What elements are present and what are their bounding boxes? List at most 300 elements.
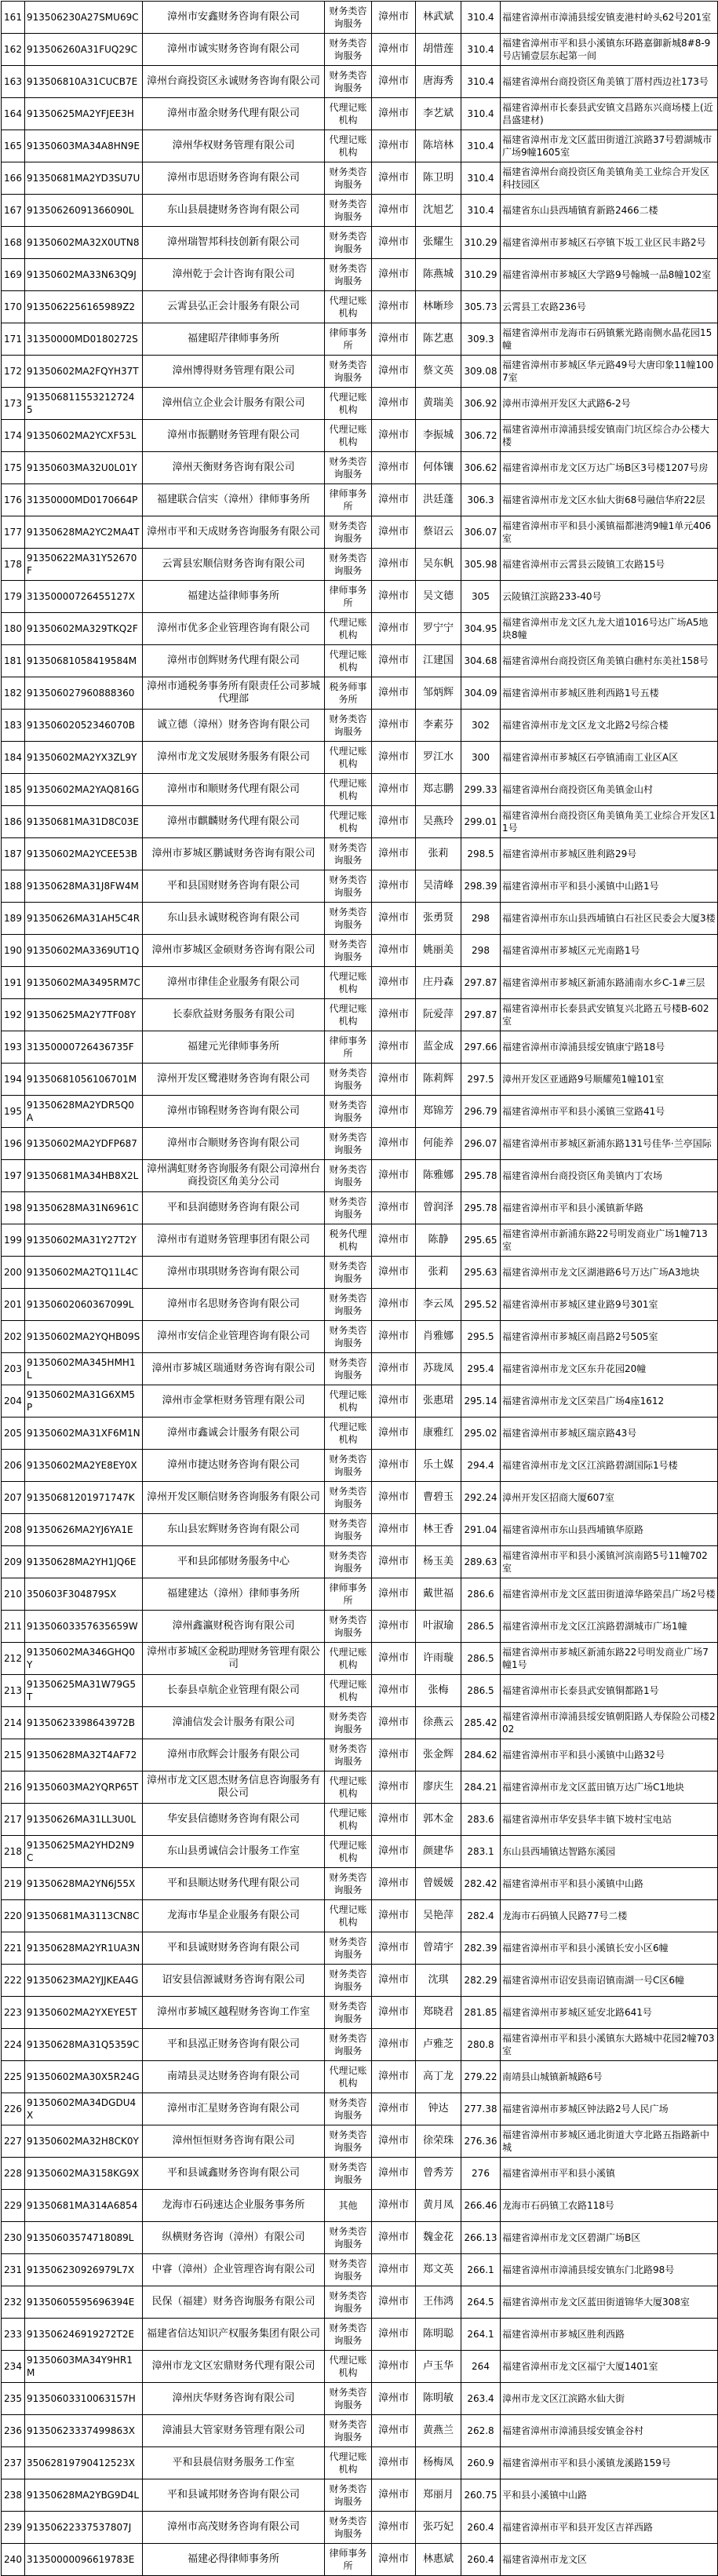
score-cell: 260.4 (461, 2512, 501, 2544)
address-cell: 福建省漳州市平和县小溪镇新华路 (501, 1192, 718, 1224)
company-name-cell: 漳州庆华财务咨询有限公司 (143, 2383, 325, 2415)
score-cell: 282.4 (461, 1900, 501, 1932)
score-cell: 310.4 (461, 98, 501, 130)
service-type-cell: 财务类咨询服务 (325, 2158, 372, 2190)
table-row (2, 1578, 718, 1611)
row-number-cell: 240 (2, 2544, 25, 2576)
address-cell: 福建省漳州市平和县小溪镇长安小区6幢 (501, 1932, 718, 1965)
city-cell: 漳州市 (372, 2222, 416, 2254)
legal-person-cell: 郭木金 (416, 1804, 461, 1836)
legal-person-cell: 曾媛媛 (416, 1868, 461, 1900)
company-name-cell: 漳州满虹财务咨询服务有限公司漳州台商投资区角美分公司 (143, 1160, 325, 1192)
city-cell: 漳州市 (372, 1321, 416, 1353)
table-row (2, 1804, 718, 1836)
table-row (2, 1257, 718, 1289)
city-cell: 漳州市 (372, 1418, 416, 1450)
company-name-cell: 平和县邱郁财务服务中心 (143, 1546, 325, 1578)
table-row (2, 806, 718, 838)
score-cell: 298 (461, 935, 501, 967)
city-cell: 漳州市 (372, 1064, 416, 1096)
score-cell: 297.87 (461, 967, 501, 999)
credit-code-cell: 91350681MA34HB8X2L (25, 1160, 143, 1192)
table-row (2, 98, 718, 130)
table-row (2, 484, 718, 516)
credit-code-cell: 91350602MA32X0UTN8 (25, 227, 143, 259)
table-row (2, 1224, 718, 1257)
service-type-cell: 财务类咨询服务 (325, 259, 372, 291)
legal-person-cell: 林王香 (416, 1514, 461, 1546)
city-cell: 漳州市 (372, 162, 416, 195)
legal-person-cell: 叶淑瑜 (416, 1611, 461, 1643)
table-row (2, 1192, 718, 1224)
service-type-cell: 财务类咨询服务 (325, 1450, 372, 1482)
service-type-cell: 代理记账机构 (325, 1385, 372, 1418)
address-cell: 福建省漳州市芗城区南昌路2号505室 (501, 1321, 718, 1353)
credit-code-cell: 91350602MA3495RM7C (25, 967, 143, 999)
service-type-cell: 财务类咨询服务 (325, 2222, 372, 2254)
company-name-cell: 漳州市龙文区恩杰财务信息咨询服务有限公司 (143, 1771, 325, 1804)
table-row (2, 2061, 718, 2093)
service-type-cell: 其他 (325, 2190, 372, 2222)
row-number-cell: 218 (2, 1836, 25, 1868)
score-cell: 284.21 (461, 1771, 501, 1804)
address-cell: 福建省漳州市芗城区石亭镇浦南工业区A区 (501, 742, 718, 774)
score-cell: 298.5 (461, 838, 501, 870)
company-name-cell: 南靖县灵达财务咨询有限公司 (143, 2061, 325, 2093)
credit-code-cell: 91350602MA31Y27T2Y (25, 1224, 143, 1257)
table-row (2, 1450, 718, 1482)
legal-person-cell: 张莉 (416, 838, 461, 870)
legal-person-cell: 江建国 (416, 645, 461, 677)
address-cell: 福建省漳州市龙文区 (501, 2544, 718, 2576)
row-number-cell: 237 (2, 2447, 25, 2479)
service-type-cell: 代理记账机构 (325, 1643, 372, 1675)
table-row (2, 2, 718, 34)
score-cell: 295.63 (461, 1257, 501, 1289)
row-number-cell: 201 (2, 1289, 25, 1321)
city-cell: 漳州市 (372, 935, 416, 967)
row-number-cell: 182 (2, 677, 25, 710)
legal-person-cell: 阮爱萍 (416, 999, 461, 1031)
address-cell: 福建省漳州台商投资区角美镇金山村 (501, 774, 718, 806)
row-number-cell: 207 (2, 1482, 25, 1514)
city-cell: 漳州市 (372, 2319, 416, 2351)
legal-person-cell: 曾润泽 (416, 1192, 461, 1224)
address-cell: 福建省漳州市龙文区碧湖广场B区 (501, 2222, 718, 2254)
city-cell: 漳州市 (372, 2158, 416, 2190)
company-name-cell: 漳州市芗城区金税助理财务管理有限公司 (143, 1643, 325, 1675)
company-name-cell: 福建必得律师事务所 (143, 2544, 325, 2576)
city-cell: 漳州市 (372, 1482, 416, 1514)
row-number-cell: 233 (2, 2319, 25, 2351)
city-cell: 漳州市 (372, 484, 416, 516)
table-row (2, 742, 718, 774)
company-name-cell: 漳州市捷达财务咨询有限公司 (143, 1450, 325, 1482)
company-name-cell: 漳州市高茂财务咨询有限公司 (143, 2512, 325, 2544)
legal-person-cell: 李振城 (416, 420, 461, 452)
score-cell: 289.63 (461, 1546, 501, 1578)
credit-code-cell: 91350681MA31D8C03E (25, 806, 143, 838)
service-type-cell: 财务类咨询服务 (325, 1932, 372, 1965)
legal-person-cell: 郑锦芳 (416, 1096, 461, 1128)
address-cell: 福建省漳州市东山县西埔镇白石社区民委会大厦3楼 (501, 903, 718, 935)
address-cell: 福建省漳州市龙文区万达广场B区3号楼1207号房 (501, 452, 718, 484)
service-type-cell: 财务类咨询服务 (325, 1965, 372, 1997)
legal-person-cell: 林晰珍 (416, 291, 461, 323)
score-cell: 264.1 (461, 2319, 501, 2351)
score-cell: 304.09 (461, 677, 501, 710)
credit-code-cell: 91350602MA329TKQ2F (25, 613, 143, 645)
service-type-cell: 律师事务所 (325, 1031, 372, 1064)
credit-code-cell: 31350000726455127X (25, 581, 143, 613)
legal-person-cell: 庄丹森 (416, 967, 461, 999)
address-cell: 福建省漳州市芗城区胜利路29号 (501, 838, 718, 870)
table-row (2, 1997, 718, 2029)
city-cell: 漳州市 (372, 1450, 416, 1482)
row-number-cell: 173 (2, 388, 25, 420)
credit-code-cell: 91350602MA34DGDU4X (25, 2093, 143, 2125)
city-cell: 漳州市 (372, 2254, 416, 2286)
credit-code-cell: 91350603MA2YQRP65T (25, 1771, 143, 1804)
table-row (2, 452, 718, 484)
row-number-cell: 196 (2, 1128, 25, 1160)
legal-person-cell: 张耀生 (416, 227, 461, 259)
score-cell: 295.02 (461, 1418, 501, 1450)
score-cell: 299.33 (461, 774, 501, 806)
city-cell: 漳州市 (372, 967, 416, 999)
credit-code-cell: 91350602MA2YCXF53L (25, 420, 143, 452)
company-name-cell: 云霄县宏顺信财务咨询有限公司 (143, 549, 325, 581)
legal-person-cell: 郑文英 (416, 2254, 461, 2286)
address-cell: 福建省漳州市漳浦县绥安镇麦港村岭头62号201室 (501, 2, 718, 34)
legal-person-cell: 颜建华 (416, 1836, 461, 1868)
address-cell: 漳州开发区招商大厦607室 (501, 1482, 718, 1514)
service-type-cell: 代理记账机构 (325, 1418, 372, 1450)
company-name-cell: 漳州市有道财务管理事团有限公司 (143, 1224, 325, 1257)
score-cell: 266.13 (461, 2222, 501, 2254)
table-row (2, 549, 718, 581)
legal-person-cell: 杨梅凤 (416, 2447, 461, 2479)
address-cell: 福建省漳州市诏安县南诏镇南湖一号C区6幢 (501, 1965, 718, 1997)
service-type-cell: 财务类咨询服务 (325, 195, 372, 227)
service-type-cell: 财务类咨询服务 (325, 66, 372, 98)
row-number-cell: 193 (2, 1031, 25, 1064)
row-number-cell: 186 (2, 806, 25, 838)
legal-person-cell: 陈静 (416, 1224, 461, 1257)
credit-code-cell: 91350628MA2YDR5Q0A (25, 1096, 143, 1128)
score-cell: 283.6 (461, 1804, 501, 1836)
table-row (2, 903, 718, 935)
table-row (2, 1771, 718, 1804)
row-number-cell: 175 (2, 452, 25, 484)
credit-code-cell: 91350628MA2YBG9D4L (25, 2479, 143, 2512)
address-cell: 福建省漳州市龙文区蓝田镇万达广场C1地块 (501, 1771, 718, 1804)
row-number-cell: 221 (2, 1932, 25, 1965)
company-name-cell: 东山县晨捷财务咨询有限公司 (143, 195, 325, 227)
legal-person-cell: 陈燕城 (416, 259, 461, 291)
city-cell: 漳州市 (372, 227, 416, 259)
address-cell: 福建省漳州市芗城区石亭镇下坂工业区民丰路2号 (501, 227, 718, 259)
credit-code-cell: 91350623337499863X (25, 2415, 143, 2447)
row-number-cell: 236 (2, 2415, 25, 2447)
service-type-cell: 财务类咨询服务 (325, 2479, 372, 2512)
service-type-cell: 财务类咨询服务 (325, 838, 372, 870)
legal-person-cell: 罗宁宁 (416, 613, 461, 645)
credit-code-cell: 35062819790412523X (25, 2447, 143, 2479)
legal-person-cell: 陈明敏 (416, 2383, 461, 2415)
legal-person-cell: 黄燕兰 (416, 2415, 461, 2447)
city-cell: 漳州市 (372, 710, 416, 742)
score-cell: 304.68 (461, 645, 501, 677)
city-cell: 漳州市 (372, 2383, 416, 2415)
company-name-cell: 龙海市石码速达企业服务事务所 (143, 2190, 325, 2222)
row-number-cell: 216 (2, 1771, 25, 1804)
credit-code-cell: 91350626091366090L (25, 195, 143, 227)
legal-person-cell: 吴文德 (416, 581, 461, 613)
address-cell: 福建省漳州市漳浦县绥安镇朝阳路人寿保险公司楼202 (501, 1707, 718, 1739)
table-row (2, 1643, 718, 1675)
score-cell: 283.1 (461, 1836, 501, 1868)
credit-code-cell: 913506027960888360 (25, 677, 143, 710)
row-number-cell: 226 (2, 2093, 25, 2125)
address-cell: 福建省漳州市龙文区江滨路碧湖国际1号楼 (501, 1450, 718, 1482)
table-row (2, 2190, 718, 2222)
address-cell: 福建省漳州市平和县小溪镇福都港湾9幢1单元406室 (501, 516, 718, 549)
service-type-cell: 财务类咨询服务 (325, 2125, 372, 2158)
address-cell: 福建省东山县西埔镇育新路2466二楼 (501, 195, 718, 227)
company-name-cell: 漳浦县大管家财务管理有限公司 (143, 2415, 325, 2447)
table-row (2, 2093, 718, 2125)
table-row (2, 999, 718, 1031)
service-type-cell: 财务类咨询服务 (325, 1514, 372, 1546)
score-cell: 286.5 (461, 1643, 501, 1675)
address-cell: 南靖县山城镇新城路6号 (501, 2061, 718, 2093)
service-type-cell: 律师事务所 (325, 323, 372, 356)
city-cell: 漳州市 (372, 1257, 416, 1289)
table-row (2, 581, 718, 613)
address-cell: 福建省漳州市龙文区江滨路碧湖城市广场1幢 (501, 1611, 718, 1643)
table-row (2, 2415, 718, 2447)
score-cell: 305.73 (461, 291, 501, 323)
service-type-cell: 财务类咨询服务 (325, 1353, 372, 1385)
score-cell: 302 (461, 710, 501, 742)
address-cell: 福建省漳州市平和县小溪镇河滨南路5号11幢702室 (501, 1546, 718, 1578)
credit-code-cell: 91350602MA3369UT1Q (25, 935, 143, 967)
credit-code-cell: 91350628MA2YH1JQ6E (25, 1546, 143, 1578)
legal-person-cell: 乐土媒 (416, 1450, 461, 1482)
address-cell: 福建省漳州市龙文区荣昌广场4座1612 (501, 1385, 718, 1418)
table-row (2, 34, 718, 66)
credit-code-cell: 91350602MA31XF6M1N (25, 1418, 143, 1450)
table-body (2, 2, 718, 2576)
score-cell: 306.62 (461, 452, 501, 484)
service-type-cell: 财务类咨询服务 (325, 1064, 372, 1096)
city-cell: 漳州市 (372, 1771, 416, 1804)
address-cell: 福建省漳州市龙文区九龙大道1016号达广场A5地块8幢 (501, 613, 718, 645)
legal-person-cell: 廖庆生 (416, 1771, 461, 1804)
table-row (2, 356, 718, 388)
table-row (2, 195, 718, 227)
city-cell: 漳州市 (372, 516, 416, 549)
legal-person-cell: 吴东帆 (416, 549, 461, 581)
address-cell: 东山县西埔镇达智路东溪园 (501, 1836, 718, 1868)
legal-person-cell: 吴艳萍 (416, 1900, 461, 1932)
city-cell: 漳州市 (372, 2415, 416, 2447)
company-name-cell: 福建达益律师事务所 (143, 581, 325, 613)
service-type-cell: 财务类咨询服务 (325, 1192, 372, 1224)
credit-code-cell: 91350625MA2Y7TF08Y (25, 999, 143, 1031)
city-cell: 漳州市 (372, 806, 416, 838)
row-number-cell: 220 (2, 1900, 25, 1932)
score-cell: 310.4 (461, 162, 501, 195)
score-cell: 266.1 (461, 2254, 501, 2286)
row-number-cell: 224 (2, 2029, 25, 2061)
row-number-cell: 198 (2, 1192, 25, 1224)
row-number-cell: 164 (2, 98, 25, 130)
legal-person-cell: 李云凤 (416, 1289, 461, 1321)
row-number-cell: 230 (2, 2222, 25, 2254)
service-type-cell: 财务类咨询服务 (325, 1739, 372, 1771)
address-cell: 福建省漳州市龙文区水仙大街68号融信华府22层 (501, 484, 718, 516)
score-cell: 296.07 (461, 1128, 501, 1160)
score-cell: 297.87 (461, 999, 501, 1031)
city-cell: 漳州市 (372, 1739, 416, 1771)
city-cell: 漳州市 (372, 549, 416, 581)
address-cell: 福建省漳州市龙文区蓝田街道江滨路37号碧湖城市广场9幢1605室 (501, 130, 718, 162)
score-cell: 304.95 (461, 613, 501, 645)
company-name-cell: 漳州信立企业会计服务有限公司 (143, 388, 325, 420)
row-number-cell: 212 (2, 1643, 25, 1675)
credit-code-cell: 91350602MA2TQ11L4C (25, 1257, 143, 1289)
credit-code-cell: 91350628MA2YC2MA4T (25, 516, 143, 549)
company-name-cell: 福建省信达知识产权服务集团有限公司 (143, 2319, 325, 2351)
company-name-cell: 漳州市平和天成财务咨询服务有限公司 (143, 516, 325, 549)
address-cell: 福建省漳州市长泰县武安镇铜都路1号 (501, 1675, 718, 1707)
service-type-cell: 财务类咨询服务 (325, 549, 372, 581)
score-cell: 295.78 (461, 1160, 501, 1192)
score-cell: 277.38 (461, 2093, 501, 2125)
company-name-cell: 平和县泓正财务咨询有限公司 (143, 2029, 325, 2061)
company-name-cell: 诚立德（漳州）财务咨询有限公司 (143, 710, 325, 742)
company-name-cell: 东山县勇诚信会计服务工作室 (143, 1836, 325, 1868)
address-cell: 平和县小溪镇中山路 (501, 2479, 718, 2512)
row-number-cell: 197 (2, 1160, 25, 1192)
score-cell: 264 (461, 2351, 501, 2383)
score-cell: 260.75 (461, 2479, 501, 2512)
service-type-cell: 财务类咨询服务 (325, 1160, 372, 1192)
credit-code-cell: 91350603310063157H (25, 2383, 143, 2415)
city-cell: 漳州市 (372, 1289, 416, 1321)
credit-code-cell: 91350602MA32H8CK0Y (25, 2125, 143, 2158)
score-cell: 286.5 (461, 1675, 501, 1707)
row-number-cell: 213 (2, 1675, 25, 1707)
company-name-cell: 福建联合信实（漳州）律师事务所 (143, 484, 325, 516)
row-number-cell: 229 (2, 2190, 25, 2222)
credit-code-cell: 91350602MA2YDFP687 (25, 1128, 143, 1160)
address-cell: 福建省漳州市平和县小溪镇中山路 (501, 1868, 718, 1900)
legal-person-cell: 罗江水 (416, 742, 461, 774)
row-number-cell: 209 (2, 1546, 25, 1578)
address-cell: 福建省漳州市龙文区湖港路6号万达广场A3地块 (501, 1257, 718, 1289)
credit-code-cell: 913506230A27SMU69C (25, 2, 143, 34)
service-type-cell: 税务代理机构 (325, 1224, 372, 1257)
address-cell: 漳州开发区亚通路9号顺耀苑1幢101室 (501, 1064, 718, 1096)
row-number-cell: 208 (2, 1514, 25, 1546)
score-cell: 295.14 (461, 1385, 501, 1418)
table-row (2, 323, 718, 356)
credit-code-cell: 91350602MA2YAQ816G (25, 774, 143, 806)
address-cell: 福建省漳州市龙文区龙文北路2号综合楼 (501, 710, 718, 742)
score-cell: 262.8 (461, 2415, 501, 2447)
city-cell: 漳州市 (372, 420, 416, 452)
service-type-cell: 代理记账机构 (325, 645, 372, 677)
legal-person-cell: 陈卫明 (416, 162, 461, 195)
credit-code-cell: 31350000096619783E (25, 2544, 143, 2576)
table-row (2, 1160, 718, 1192)
credit-code-cell: 91350622337537807J (25, 2512, 143, 2544)
service-type-cell: 代理记账机构 (325, 774, 372, 806)
company-name-cell: 漳州博得财务管理有限公司 (143, 356, 325, 388)
score-cell: 310.4 (461, 195, 501, 227)
company-name-cell: 漳州开发区鹭港财务咨询有限公司 (143, 1064, 325, 1096)
credit-code-cell: 91350602MA30X5R24G (25, 2061, 143, 2093)
row-number-cell: 219 (2, 1868, 25, 1900)
table-row (2, 1418, 718, 1450)
row-number-cell: 231 (2, 2254, 25, 2286)
company-name-cell: 云霄县弘正会计服务有限公司 (143, 291, 325, 323)
company-name-cell: 漳州市安鑫财务咨询有限公司 (143, 2, 325, 34)
score-cell: 264.5 (461, 2286, 501, 2319)
city-cell: 漳州市 (372, 1546, 416, 1578)
row-number-cell: 234 (2, 2351, 25, 2383)
table-row (2, 1932, 718, 1965)
company-name-cell: 漳州市优多企业管理咨询有限公司 (143, 613, 325, 645)
legal-person-cell: 李素芬 (416, 710, 461, 742)
company-name-cell: 漳州恒恒财务咨询有限公司 (143, 2125, 325, 2158)
address-cell: 福建省漳州市云霄县云陵镇工农路15号 (501, 549, 718, 581)
row-number-cell: 228 (2, 2158, 25, 2190)
service-type-cell: 财务类咨询服务 (325, 2029, 372, 2061)
service-type-cell: 律师事务所 (325, 581, 372, 613)
credit-code-cell: 91350681201971747K (25, 1482, 143, 1514)
city-cell: 漳州市 (372, 1514, 416, 1546)
row-number-cell: 170 (2, 291, 25, 323)
table-row (2, 710, 718, 742)
company-name-cell: 龙海市华星企业服务有限公司 (143, 1900, 325, 1932)
city-cell: 漳州市 (372, 323, 416, 356)
credit-code-cell: 91350681058419584M (25, 645, 143, 677)
address-cell: 福建省漳州市芗城区大学路9号翰城一品8幢102室 (501, 259, 718, 291)
service-type-cell: 代理记账机构 (325, 1900, 372, 1932)
row-number-cell: 185 (2, 774, 25, 806)
company-name-cell: 漳州市创辉财务代理有限公司 (143, 645, 325, 677)
city-cell: 漳州市 (372, 2286, 416, 2319)
credit-code-cell: 91350681MA314A6854 (25, 2190, 143, 2222)
address-cell: 福建省漳州台商投资区角美镇角美工业综合开发区11号 (501, 806, 718, 838)
legal-person-cell: 钟达 (416, 2093, 461, 2125)
table-row (2, 613, 718, 645)
service-type-cell: 代理记账机构 (325, 1771, 372, 1804)
city-cell: 漳州市 (372, 1096, 416, 1128)
service-type-cell: 代理记账机构 (325, 1836, 372, 1868)
company-name-cell: 漳州市通税务事务所有限责任公司芗城代理部 (143, 677, 325, 710)
credit-code-cell: 91350628MA2YN6J55X (25, 1868, 143, 1900)
row-number-cell: 161 (2, 2, 25, 34)
credit-code-cell: 91350625MA31W79G5T (25, 1675, 143, 1707)
credit-code-cell: 91350602MA2YE8EY0X (25, 1450, 143, 1482)
service-type-cell: 财务类咨询服务 (325, 1257, 372, 1289)
table-row (2, 1128, 718, 1160)
